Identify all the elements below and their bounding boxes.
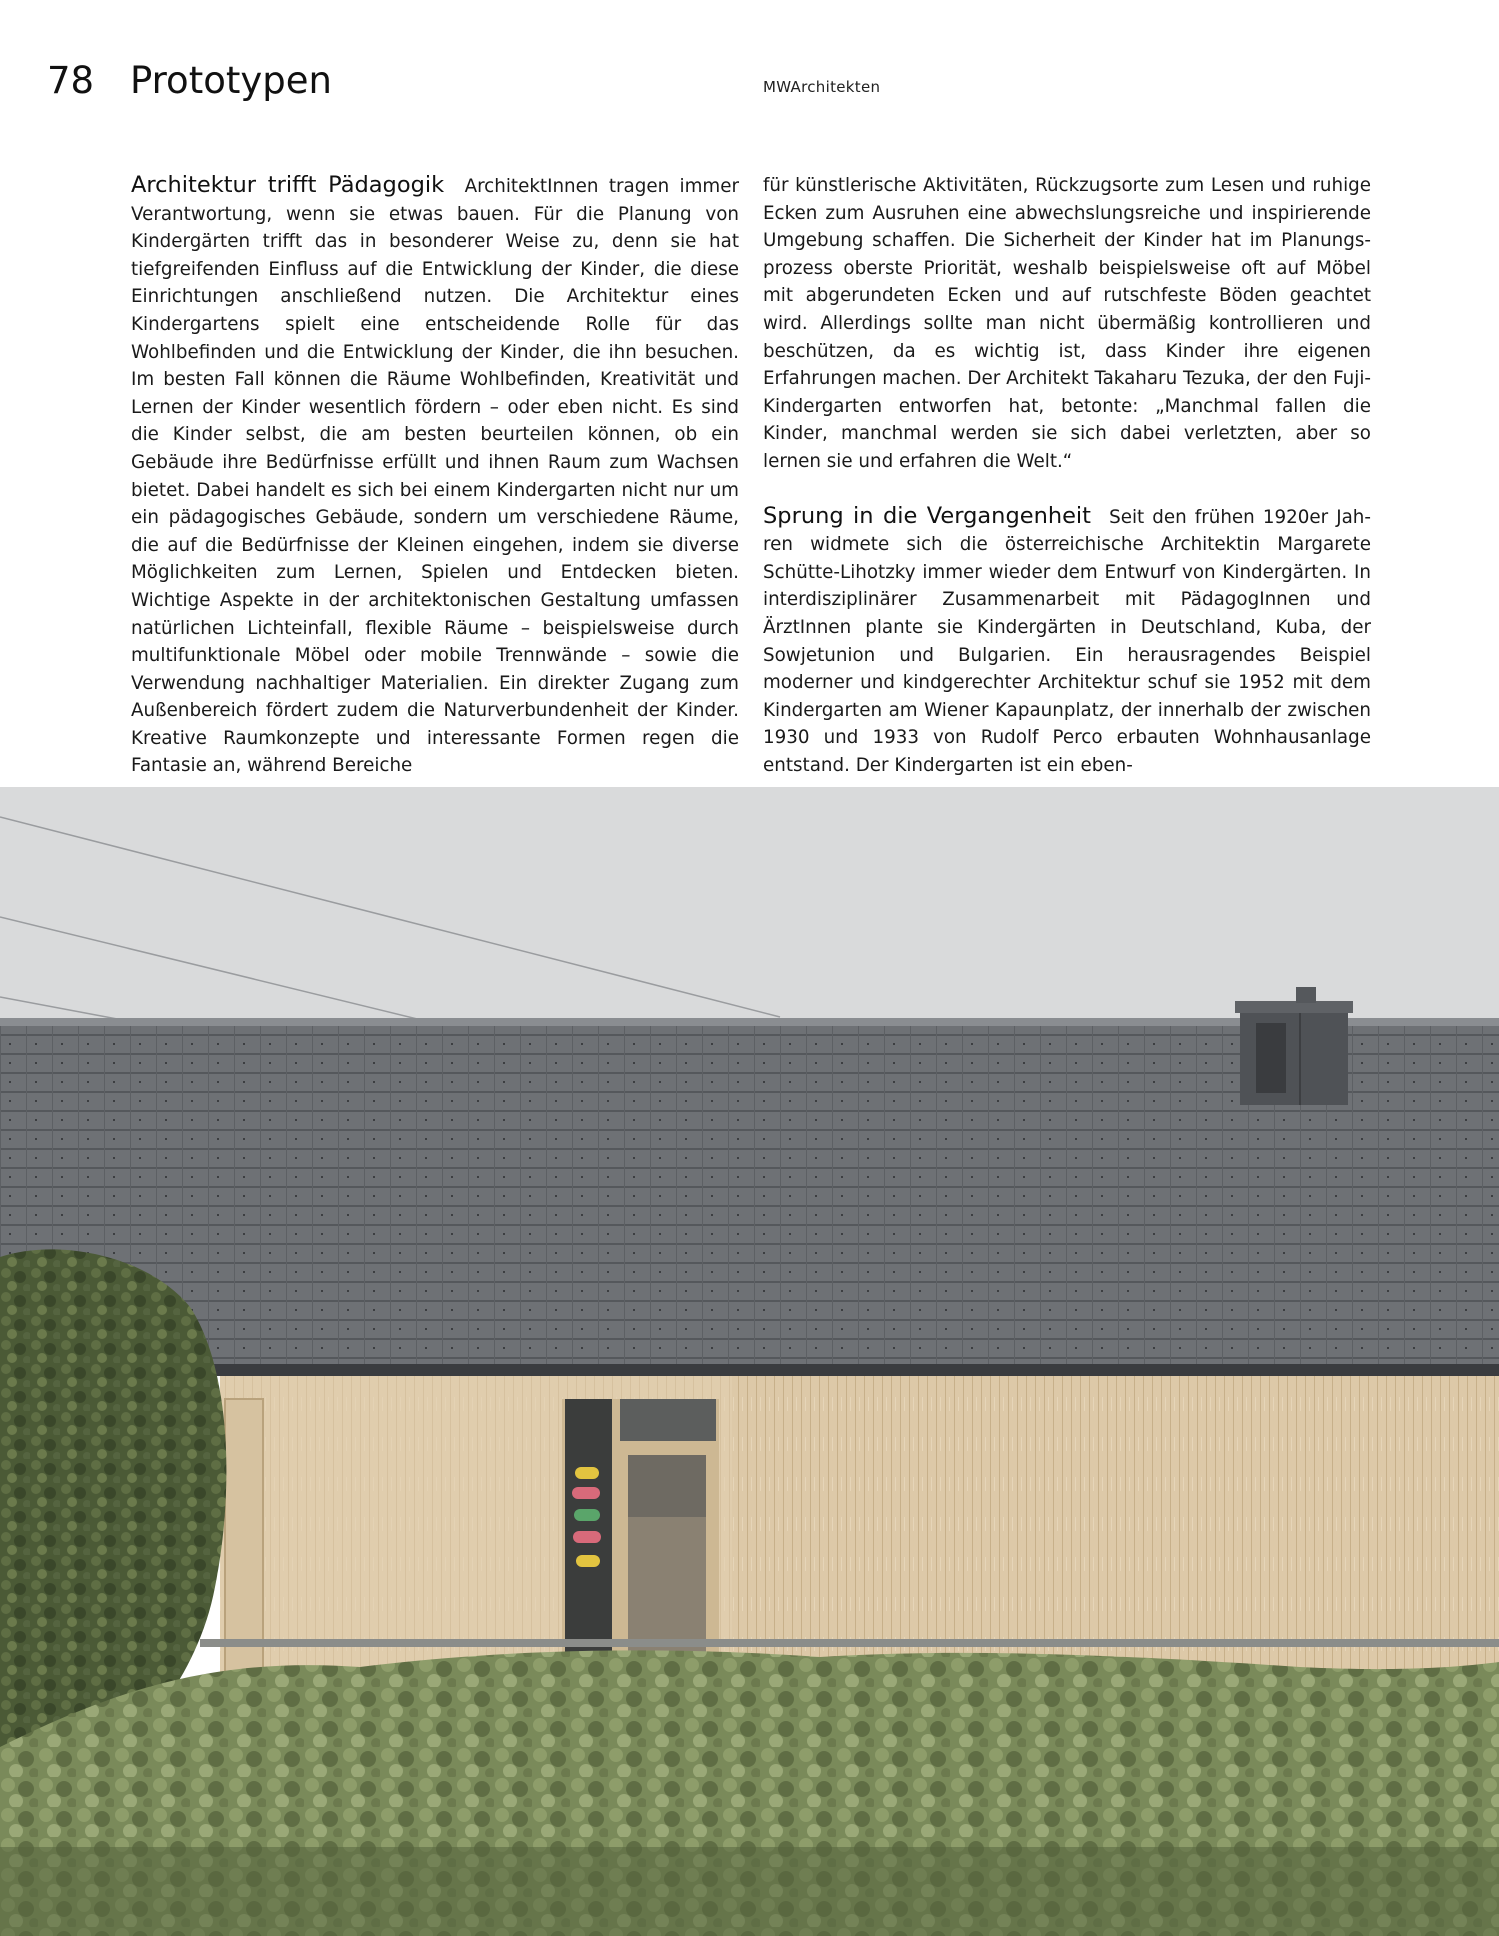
roof-eave [0, 1364, 1499, 1376]
article-right-column [763, 172, 1371, 779]
subheading-leap-into-past: Sprung in die Vergangenheit [763, 502, 1092, 529]
article-left-column [131, 172, 739, 780]
article-paragraph-continued: für künstlerische Aktivitäten, Rückzugsorte zum Lesen und ruhige Ecken zum Ausruhen eine abwechslungsreiche und inspirierende Umgebung schaffen. Die Sicherheit der Kinder hat im Planungsprozess oberste Priorität, weshalb beispielsweise oft auf Möbel mit abgerundeten Ecken und auf rutschfeste Böden geachtet wird. Allerdings sollte man nicht übermäßig kontrollieren und beschützen, da es wichtig ist, dass Kinder ihre eigenen Erfahrungen machen. Der Architekt Takaharu Tezuka, der den Fuji-Kindergarten entworfen hat, betonte: „Manchmal fallen die Kinder, manchmal werden sie sich dabei verletzten, aber so lernen sie und erfahren die Welt.“ [763, 175, 1371, 472]
railing [200, 1639, 1499, 1647]
chimney [1235, 987, 1353, 1105]
article-paragraph [131, 172, 739, 780]
article-paragraph [763, 503, 1371, 780]
sky [0, 787, 1499, 1027]
paragraph-text: Seit den frühen 1920er Jahren widmete sich die österreichische Architektin Margarete Schütte-Lihotzky immer wieder dem Entwurf von Kindergärten. In interdisziplinärer Zusammenarbeit mit PädagogInnen und ÄrztInnen plante sie Kindergärten in Deutschland, Kuba, der Sowjetunion und Bulgarien. Ein herausragendes Beispiel moderner und kindgerechter Architektur schuf sie 1952 mit dem Kindergarten am Wiener Kapaunplatz, der innerhalb der zwischen 1930 und 1933 von Rudolf Perco erbauten Wohnhausanlage entstand. Der Kindergarten ist ein eben- [763, 506, 1372, 776]
section-title: Prototypen [130, 59, 332, 102]
kindergarten-building-photo [0, 787, 1499, 1936]
subheading-architecture-pedagogy: Architektur trifft Pädagogik [131, 172, 445, 198]
paragraph-text: ArchitektInnen tragen immer Verantwortung, wenn sie etwas bauen. Für die Planung von Kindergärten trifft das in besonderer Weise zu, denn sie hat tiefgreifenden Einfluss auf die Entwicklung der Kinder, die diese Einrichtungen anschließend nutzen. Die Architektur eines Kindergartens spielt eine entscheidende Rolle für das Wohlbefinden und die Entwicklung der Kinder, die ihn besuchen. Im besten Fall können die Räume Wohlbefinden, Kreativität und Lernen der Kinder wesentlich fördern – oder eben nicht. Es sind die Kinder selbst, die am besten beurteilen können, ob ein Gebäude ihre Bedürfnisse erfüllt und ihnen Raum zum Wachsen bietet. Dabei handelt es sich bei einem Kindergarten nicht nur um ein pädagogisches Gebäude, sondern um verschiedene Räume, die auf die Bedürfnisse der Kleinen eingehen, indem sie diverse Möglichkeiten zum Lernen, Spielen und Entdecken bieten. Wichtige Aspekte in der architektonischen Gestaltung umfassen natürlichen Lichteinfall, flexible Räume – beispielsweise durch multifunktionale Möbel oder mobile Trennwände – sowie die Verwendung nachhaltiger Materialien. Ein direkter Zugang zum Außenbereich fördert zudem die Naturverbundenheit der Kinder. Kreative Raumkonzepte und interessante Formen regen die Fantasie an, während Bereiche [131, 176, 740, 777]
studio-name: MWArchitekten [763, 78, 881, 96]
page-number: 78 [47, 59, 95, 102]
side-door [225, 1399, 263, 1699]
